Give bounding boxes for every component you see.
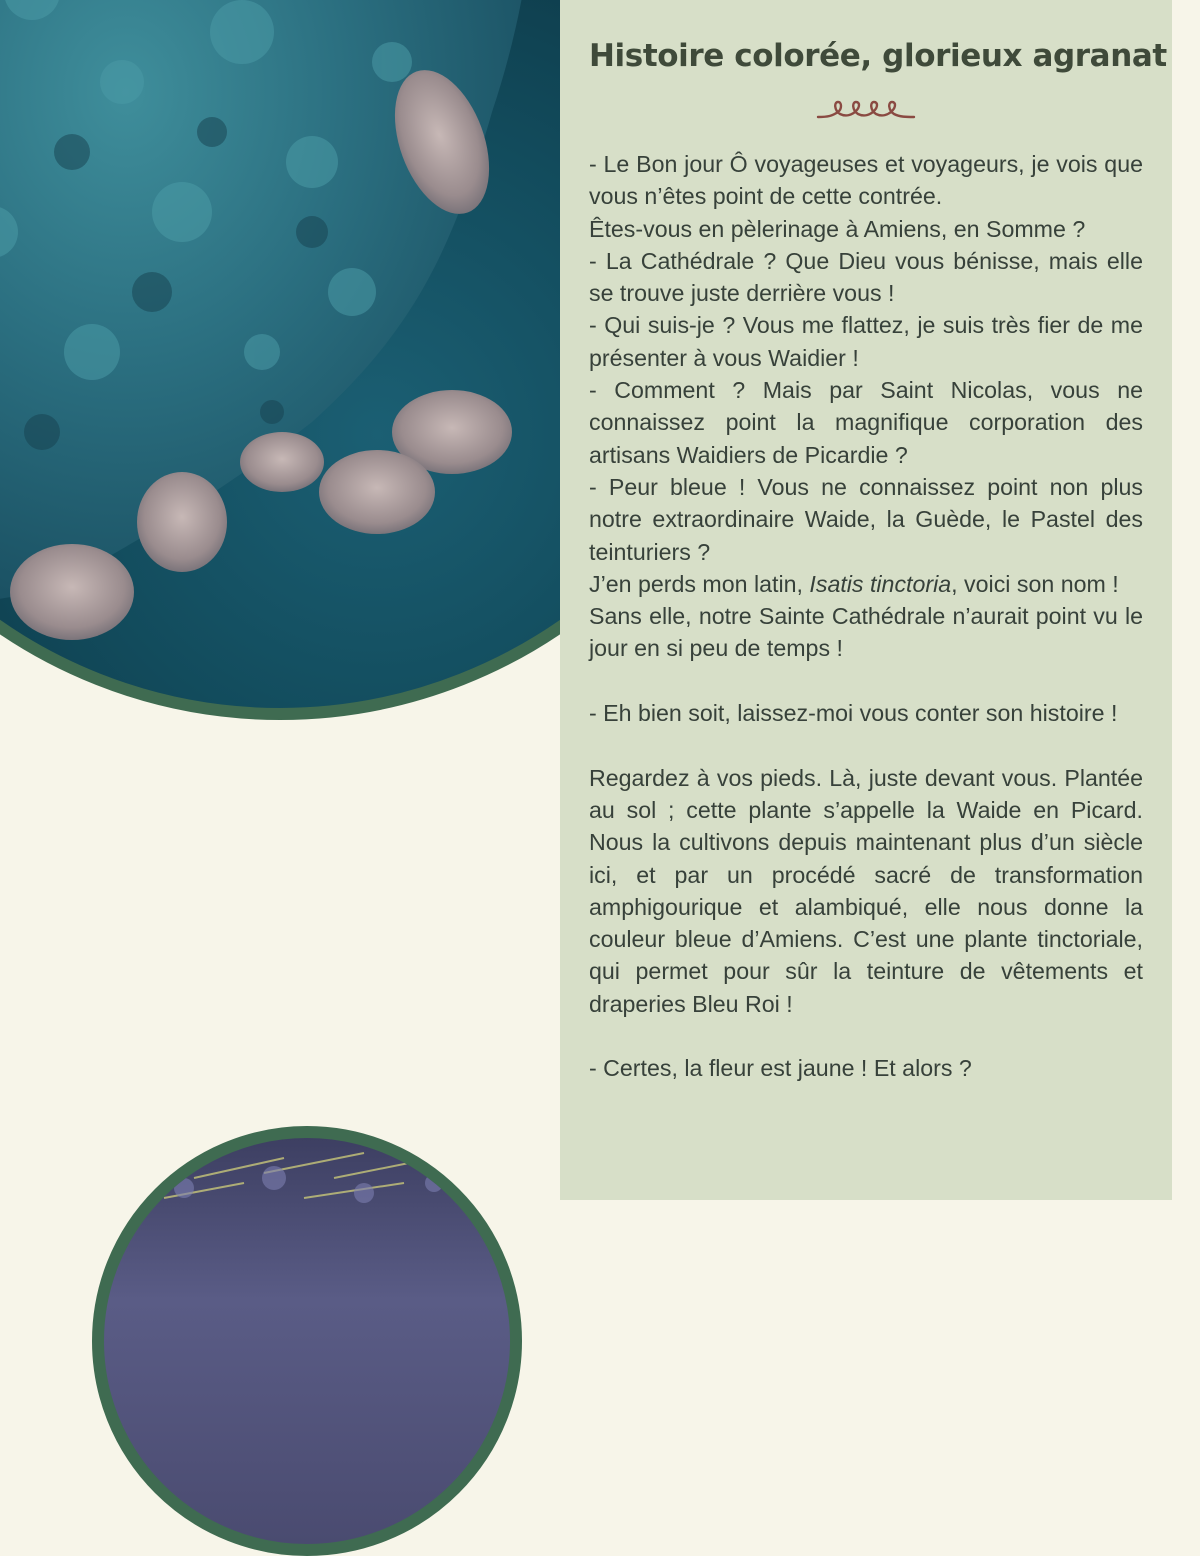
- waide-plant-photo: [92, 1126, 522, 1556]
- latin-after: , voici son nom !: [951, 570, 1119, 597]
- latin-line: [589, 568, 1143, 600]
- story-text: [589, 148, 1143, 1085]
- paragraph-gap: [589, 1020, 1143, 1052]
- cathedral-line: - La Cathédrale ? Que Dieu vous bénisse, mais elle se trouve juste derrière vous !: [589, 247, 1143, 307]
- corporation-line: - Comment ? Mais par Saint Nicolas, vous ne connaissez point la magnifique corporation des artisans Waidiers de Picardie ?: [589, 377, 1143, 468]
- who-line: - Qui suis-je ? Vous me flattez, je suis très fier de me présenter à vous Waidier !: [589, 312, 1143, 371]
- latin-before: J’en perds mon latin,: [589, 570, 810, 597]
- story-panel: [560, 0, 1172, 1200]
- story-intro-line: - Eh bien soit, laissez-moi vous conter son histoire !: [589, 700, 1118, 727]
- pastel-line: - Peur bleue ! Vous ne connaissez point non plus notre extraordinaire Waide, la Guède, le Pastel des teinturiers ?: [589, 473, 1143, 565]
- latin-plant-name: Isatis tinctoria: [809, 570, 952, 597]
- flower-line: - Certes, la fleur est jaune ! Et alors ?: [589, 1055, 972, 1082]
- waide-paragraph: Regardez à vos pieds. Là, juste devant vous. Plantée au sol ; cette plante s’appelle la Waide en Picard. Nous la cultivons depuis maintenant plus d’un siècle ici, et par un procédé sacré de transformation amphigourique et alambiqué, elle nous donne la couleur bleue d’Amiens. C’est une plante tinctoriale, qui permet pour sûr la teinture de vêtements et draperies Bleu Roi !: [589, 764, 1143, 1017]
- panel-title: Histoire colorée, glorieux agranat: [589, 38, 1167, 74]
- cathedral-time-line: Sans elle, notre Sainte Cathédrale n’aurait point vu le jour en si peu de temps !: [589, 603, 1143, 662]
- swirl-divider-icon: [816, 96, 916, 126]
- waide-plant-illustration: [104, 1138, 522, 1556]
- paragraph-gap: [589, 665, 1143, 697]
- paragraph-gap: [589, 729, 1143, 761]
- pilgrimage-line: Êtes-vous en pèlerinage à Amiens, en Somme ?: [589, 215, 1086, 242]
- greeting-line: - Le Bon jour Ô voyageuses et voyageurs, je vois que vous n’êtes point de cette contrée.: [589, 151, 1143, 210]
